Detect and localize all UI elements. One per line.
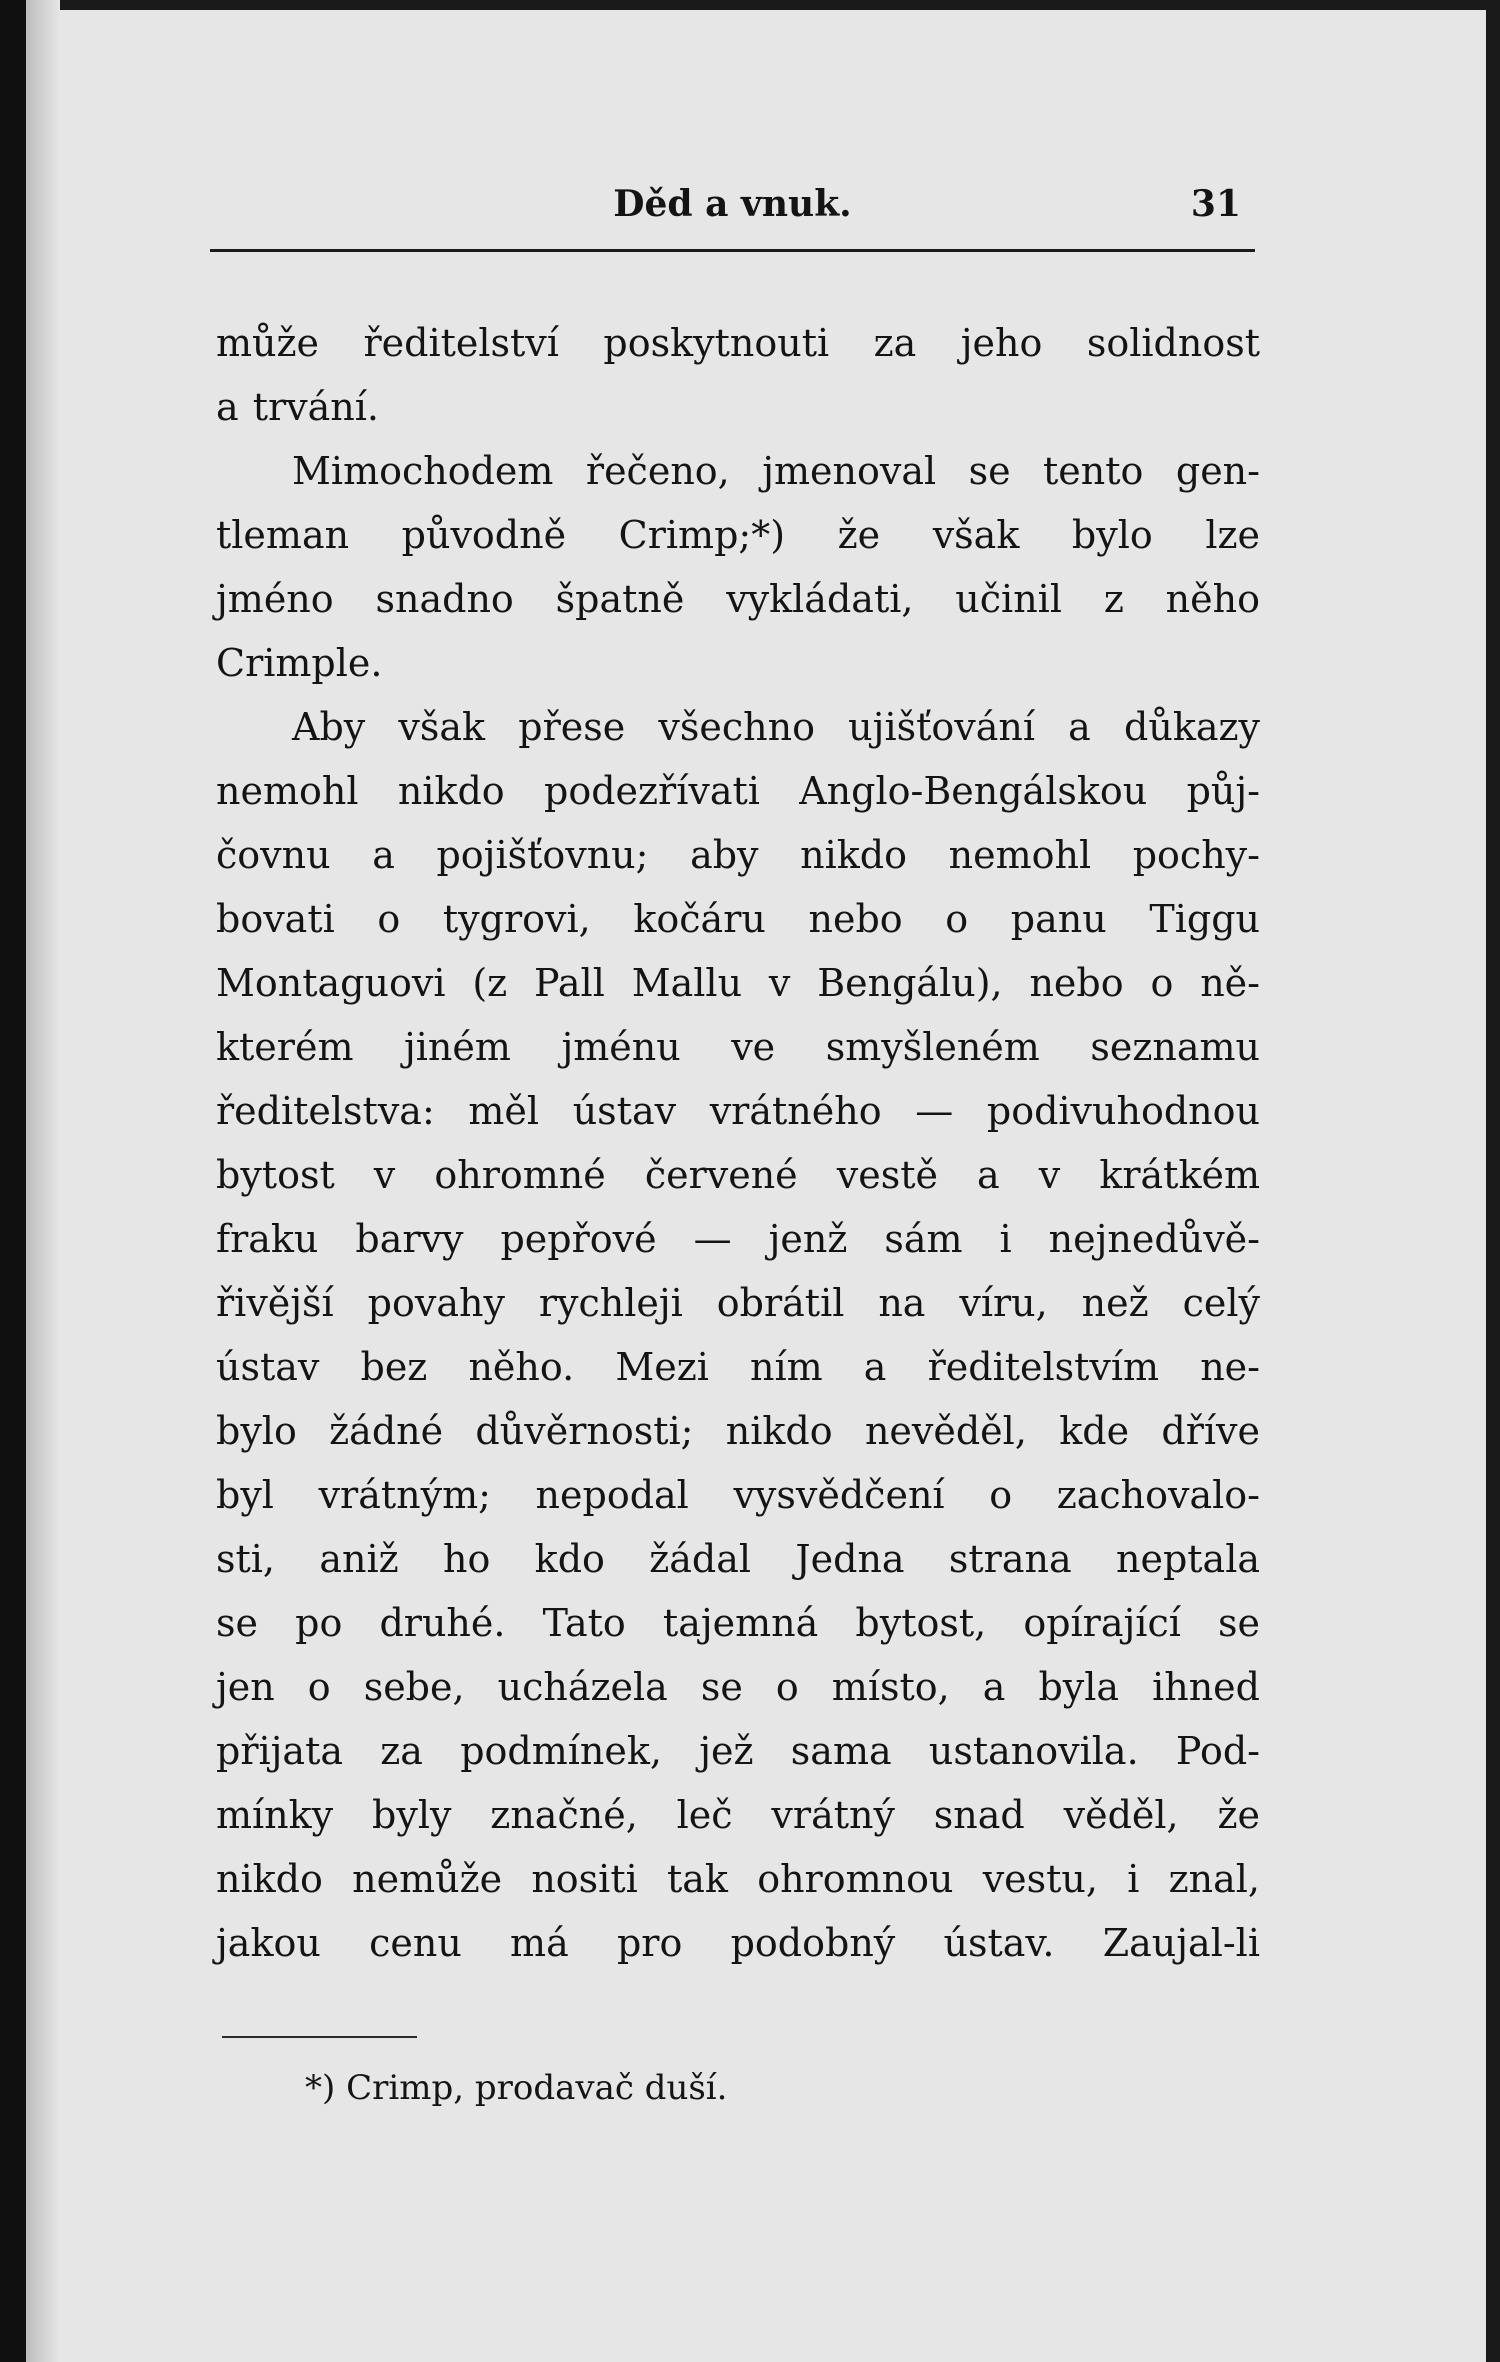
text-line: mínky byly značné, leč vrátný snad věděl, že (216, 1793, 1260, 1837)
text-line: ústav bez něho. Mezi ním a ředitelstvím ne- (216, 1345, 1260, 1389)
text-line: ředitelstva: měl ústav vrátného — podivuhodnou (216, 1089, 1260, 1133)
footnote-rule (222, 2036, 417, 2038)
body-text (216, 311, 1260, 1975)
running-head (210, 183, 1255, 243)
text-line: jakou cenu má pro podobný ústav. Zaujal-li (216, 1921, 1260, 1965)
text-line: Crimple. (216, 641, 383, 685)
text-line: jméno snadno špatně vykládati, učinil z něho (216, 577, 1260, 621)
text-line: bylo žádné důvěrnosti; nikdo nevěděl, kde dříve (216, 1409, 1260, 1453)
text-line: sti, aniž ho kdo žádal Jedna strana neptala (216, 1537, 1260, 1581)
text-line: fraku barvy pepřové — jenž sám i nejnedůvě- (216, 1217, 1260, 1261)
text-line: tleman původně Crimp;*) že však bylo lze (216, 513, 1260, 557)
scan-top-edge (0, 0, 1500, 10)
header-rule (210, 249, 1255, 252)
text-line: nemohl nikdo podezřívati Anglo-Bengálskou půj- (216, 769, 1260, 813)
text-line: byl vrátným; nepodal vysvědčení o zachovalo- (216, 1473, 1260, 1517)
text-line: Aby však přese všechno ujišťování a důkazy (292, 705, 1260, 749)
text-line: kterém jiném jménu ve smyšleném seznamu (216, 1025, 1260, 1069)
scan-binding-edge (0, 0, 26, 2362)
text-line: Mimochodem řečeno, jmenoval se tento gen- (292, 449, 1260, 493)
text-line: jen o sebe, ucházela se o místo, a byla ihned (216, 1665, 1260, 1709)
binding-shadow (26, 0, 60, 2362)
text-line: bovati o tygrovi, kočáru nebo o panu Tiggu (216, 897, 1260, 941)
text-line: může ředitelství poskytnouti za jeho solidnost (216, 321, 1260, 365)
footnote: *) Crimp, prodavač duší. (305, 2068, 728, 2108)
page-number: 31 (1190, 183, 1241, 225)
scan-right-edge (1486, 0, 1500, 2362)
text-line: přijata za podmínek, jež sama ustanovila. Pod- (216, 1729, 1260, 1773)
text-line: a trvání. (216, 385, 379, 429)
text-line: se po druhé. Tato tajemná bytost, opírající se (216, 1601, 1260, 1645)
text-line: bytost v ohromné červené vestě a v krátkém (216, 1153, 1260, 1197)
running-title: Děd a vnuk. (613, 183, 852, 225)
text-line: nikdo nemůže nositi tak ohromnou vestu, i znal, (216, 1857, 1260, 1901)
text-line: Montaguovi (z Pall Mallu v Bengálu), nebo o ně- (216, 961, 1260, 1005)
text-line: čovnu a pojišťovnu; aby nikdo nemohl pochy- (216, 833, 1260, 877)
text-line: řivější povahy rychleji obrátil na víru, než celý (216, 1281, 1260, 1325)
